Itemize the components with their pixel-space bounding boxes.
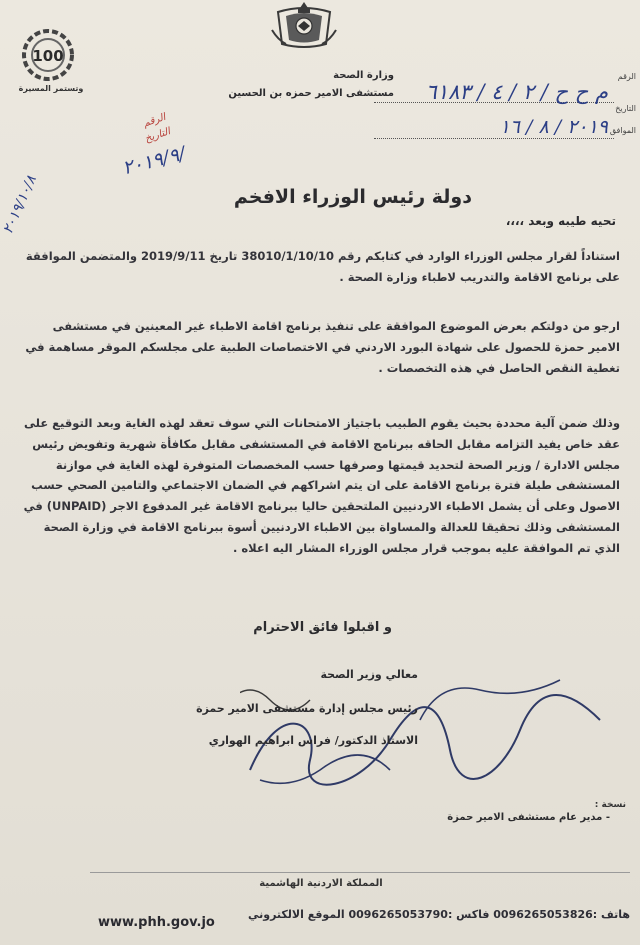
- date-label: التاريخ: [615, 104, 636, 113]
- copies-label: نسخة :: [594, 800, 626, 810]
- copies-item: - مدير عام مستشفى الامير حمزة: [447, 812, 610, 823]
- corresponding-label: الموافق: [609, 126, 636, 135]
- signature-title-chairman: رئيس مجلس إدارة مستشفى الامير حمزة: [196, 702, 418, 715]
- stamp-line-2: التاريخ: [143, 126, 172, 145]
- footer-contact: هاتف :0096265053826 فاكس :0096265053790 الموقع الالكتروني: [247, 908, 630, 921]
- logo-number: 100: [32, 47, 64, 65]
- reference-number: م ح ح / ٢ / ٤ / ٦١٨٣: [425, 80, 608, 104]
- footer-kingdom: المملكة الاردنية الهاشمية: [259, 878, 383, 889]
- centennial-logo-icon: [14, 28, 84, 82]
- footer-website-link[interactable]: www.phh.gov.jo: [98, 915, 215, 930]
- greeting: تحيه طيبه وبعد ،،،،: [505, 214, 616, 228]
- ministry-name: وزارة الصحة: [333, 70, 394, 81]
- footer-divider: [90, 872, 630, 873]
- reference-label: الرقم: [617, 72, 636, 81]
- addressee: دولة رئيس الوزراء الافخم: [233, 186, 472, 208]
- reference-date: ٢٠١٩ / ٨ / ١٦: [499, 116, 608, 138]
- closing: و اقبلوا فائق الاحترام: [253, 620, 392, 635]
- signature-scribble-icon: [240, 660, 610, 800]
- hospital-name: مستشفى الامير حمزه بن الحسين: [228, 88, 394, 99]
- margin-note: ٢٠١٩/١٠/٨: [0, 173, 40, 237]
- logo-slogan: وتستمر المسيرة: [18, 84, 84, 93]
- paragraph-2: ارجو من دولتكم بعرض الموضوع الموافقة على تنفيذ برنامج اقامة الاطباء غير المعينين في مستشفى الامير حمزة للحصول على شهادة البورد الاردني في الاختصاصات الطبية على مجلسكم الموقر مساهمة في تغطية النقص الحاصل في هذه التخصصات .: [25, 319, 620, 375]
- signature-name: الاستاذ الدكتور/ فراس ابراهيم الهواري: [208, 734, 418, 747]
- stamp-handwritten-number: ٢٠١٩/٩/: [120, 142, 188, 180]
- paragraph-3: وذلك ضمن آلية محددة بحيث يقوم الطبيب باجتياز الامتحانات التي سوف تعقد لهذه الغاية وبعد التوقيع على عقد خاص يفيد التزامه مقابل الحاقه ببرنامج الاقامة في المستشفى مقابل مكافأة شهرية وتفويض رئيس مجلس الادارة / وزير الصحة لتحديد قيمتها وصرفها حسب المخصصات المتوفرة لهذه الغاية في موازنة المستشفى طيلة فترة برنامج الاقامة على ان يتم اشراكهم في الضمان الاجتماعي والتامين الصحي حسب الاصول وعلى أن يشمل الاطباء الاردنيين الملتحقين حاليا ببرنامج الاقامة غير المدفوع الاجر (UNPAID) في المستشفى وذلك تحقيقا للعدالة والمساواة بين الاطباء الاردنيين أسوة ببرنامج الاقامة في وزارة الصحة الذي تم الموافقة عليه بموجب قرار مجلس الوزراء المشار اليه اعلاه .: [23, 416, 620, 555]
- paragraph-1: استناداً لقرار مجلس الوزراء الوارد في كتابكم رقم 38010/1/10/10 تاريخ 2019/9/11 والمتضمن الموافقة على برنامج الاقامة والتدريب لاطباء وزارة الصحة .: [25, 249, 620, 284]
- stamp-line-1: الرقم: [141, 111, 168, 130]
- date-underline: [374, 138, 614, 139]
- coat-of-arms-icon: [268, 0, 340, 50]
- signature-title-minister: معالي وزير الصحة: [320, 668, 418, 681]
